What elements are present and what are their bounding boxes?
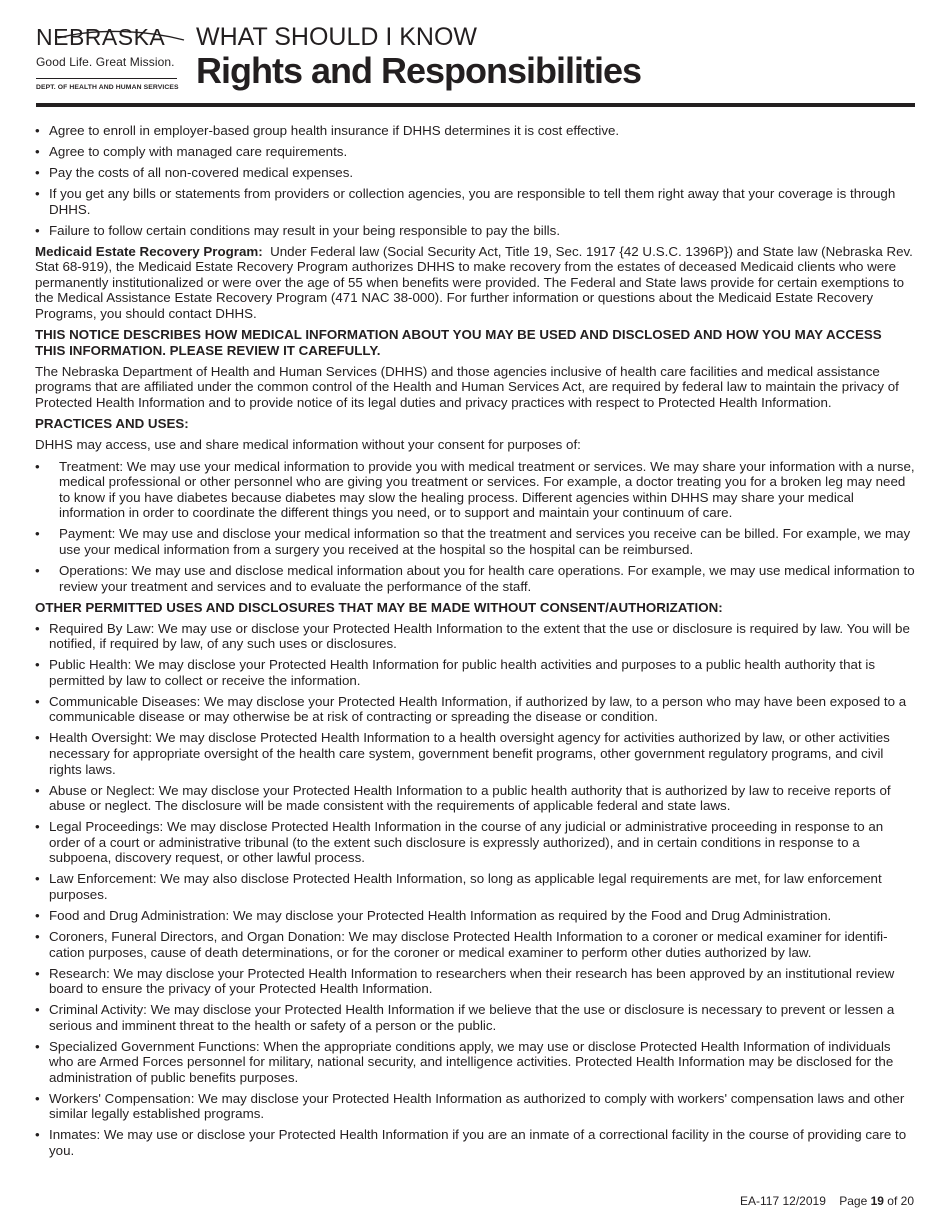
estate-recovery-label: Medicaid Estate Recovery Program: [35,243,263,259]
list-item: • Legal Proceedings: We may disclose Protected Health Information in the course of any judicial or administrative proceeding in response to an order of a court or administrative tribunal (to the extent such disclosure is expressly authorized), and in certain conditions in response to a subpoena, discovery request, or other lawful process. [35,819,915,866]
practices-list [35,459,915,595]
list-item: • Inmates: We may use or disclose your Protected Health Information if you are an inmate of a correctional facility in the course of providing care to you. [35,1127,915,1158]
estate-recovery-paragraph [35,244,915,322]
form-date: 12/2019 [782,1194,826,1208]
list-item: • Food and Drug Administration: We may disclose your Protected Health Information as required by the Food and Drug Administration. [35,908,915,924]
list-item: • Agree to enroll in employer-based group health insurance if DHHS determines it is cost effective. [35,123,915,139]
logo-swoosh-icon [36,24,186,54]
list-item: • Operations: We may use and disclose medical information about you for health care operations. For example, we may use medical information to review your treatment and services and to evaluate the performance of the staff. [35,563,915,594]
logo-word: NEBRASKA [36,24,166,50]
header-divider [36,103,915,107]
list-item: • Coroners, Funeral Directors, and Organ Donation: We may disclose Protected Health Information to a coroner or medical examiner for identifi-cation purposes, cause of death determinations, or for the coroner or medical examiner to perform other duties authorized by law. [35,929,915,960]
list-item: • Pay the costs of all non-covered medical expenses. [35,165,915,181]
page-label: Page [839,1194,868,1208]
list-item: • Abuse or Neglect: We may disclose your Protected Health Information to a public health authority that is authorized by law to receive reports of abuse or neglect. The disclosure will be made consistent with the requirements of applicable federal and state laws. [35,783,915,814]
form-id: EA-117 [740,1194,780,1208]
list-item: • Health Oversight: We may disclose Protected Health Information to a health oversight agency for activities authorized by law, or other activities necessary for appropriate oversight of the health care system, government benefit programs, other government regulatory programs, and civil rights laws. [35,730,915,777]
estate-recovery-text: Under Federal law (Social Security Act, Title 19, Sec. 1917 {42 U.S.C. 1396P}) and State law (Nebraska Rev. Stat 68-919), the Medicaid Estate Recovery Program authorizes DHHS to make recovery from the estates of deceased Medicaid clients who were permanently institutionalized or were over the age of 55 when benefits were provided. The Federal and State laws provide for certain exemptions to the Medical Assistance Estate Recovery Program (471 NAC 38-000). For further information or questions about the Medicaid Estate Recovery Programs, you should contact DHHS. [35,243,913,321]
list-item: • Payment: We may use and disclose your medical information so that the treatment and services you receive can be billed. For example, we may use your medical information from a surgery you received at the hospital so the hospital can be reimbursed. [35,526,915,557]
logo-wordmark [36,22,165,52]
list-item: • Criminal Activity: We may disclose your Protected Health Information if we believe that the use or disclosure is necessary to prevent or lessen a serious and imminent threat to the health or safety of a person or the public. [35,1002,915,1033]
page-header [36,22,916,102]
document-body [35,123,915,1164]
list-item: • Treatment: We may use your medical information to provide you with medical treatment or services. We may share your information with a nurse, medical professional or other personnel who are giving you treatment or services. For example, a doctor treating you for a broken leg may need to know if you have diabetes because diabetes may slow the healing process. Different agencies within DHHS may share your medical information in order to coordinate the different things you need, or to support and maintain your continuum of care. [35,459,915,521]
logo-dept: DEPT. OF HEALTH AND HUMAN SERVICES [36,84,179,91]
page-total: of 20 [887,1194,914,1208]
practices-intro: DHHS may access, use and share medical information without your consent for purposes of: [35,437,581,453]
list-item: • Required By Law: We may use or disclose your Protected Health Information to the extent that the use or disclosure is required by law. You will be notified, if required by law, of any such uses or disclosures. [35,621,915,652]
practices-heading: PRACTICES AND USES: [35,416,189,432]
list-item: • Public Health: We may disclose your Protected Health Information for public health activities and purposes to a public health authority that is permitted by law to collect or receive the information. [35,657,915,688]
list-item: • Research: We may disclose your Protected Health Information to researchers when their research has been approved by an institutional review board to ensure the privacy of your Protected Health Information. [35,966,915,997]
page-number: 19 [870,1194,884,1208]
list-item: • Communicable Diseases: We may disclose your Protected Health Information, if authorized by law, to a person who may have been exposed to a communicable disease or may otherwise be at risk of contracting or spreading the disease or condition. [35,694,915,725]
list-item: • Law Enforcement: We may also disclose Protected Health Information, so long as applicable legal requirements are met, for law enforcement purposes. [35,871,915,902]
list-item: • If you get any bills or statements from providers or collection agencies, you are responsible to tell them right away that your coverage is through DHHS. [35,186,915,217]
responsibilities-list [35,123,915,238]
logo-divider [36,78,177,79]
logo-tagline: Good Life. Great Mission. [36,55,175,69]
notice-paragraph: The Nebraska Department of Health and Human Services (DHHS) and those agencies inclusive of health care facilities and medical assistance programs that are affiliated under the common control of the Health and Human Services Act, are required by federal law to maintain the privacy of Protected Health Information and to provide notice of its legal duties and privacy practices with respect to Protected Health Information. [35,363,899,411]
page-kicker: WHAT SHOULD I KNOW [196,23,478,51]
list-item: • Workers' Compensation: We may disclose your Protected Health Information as authorized to comply with workers' compensation laws and other similar legally established programs. [35,1091,915,1122]
page-footer [740,1194,914,1208]
other-uses-heading: OTHER PERMITTED USES AND DISCLOSURES THAT MAY BE MADE WITHOUT CONSENT/AUTHORIZATION: [35,599,723,615]
page-title: Rights and Responsibilities [196,50,642,91]
list-item: • Agree to comply with managed care requirements. [35,144,915,160]
list-item: • Specialized Government Functions: When the appropriate conditions apply, we may use or disclose Protected Health Information of individuals who are Armed Forces personnel for military, national security, and intelligence activities. Protected Health Information may be disclosed for the administration of public benefits purposes. [35,1039,915,1086]
title-block [196,22,641,90]
nebraska-dhhs-logo [36,22,186,91]
notice-heading: THIS NOTICE DESCRIBES HOW MEDICAL INFORMATION ABOUT YOU MAY BE USED AND DISCLOSED AND HOW YOU MAY ACCESS THIS INFORMATION. PLEASE REVIEW IT CAREFULLY. [35,327,882,358]
list-item: • Failure to follow certain conditions may result in your being responsible to pay the bills. [35,223,915,239]
other-uses-list [35,621,915,1159]
